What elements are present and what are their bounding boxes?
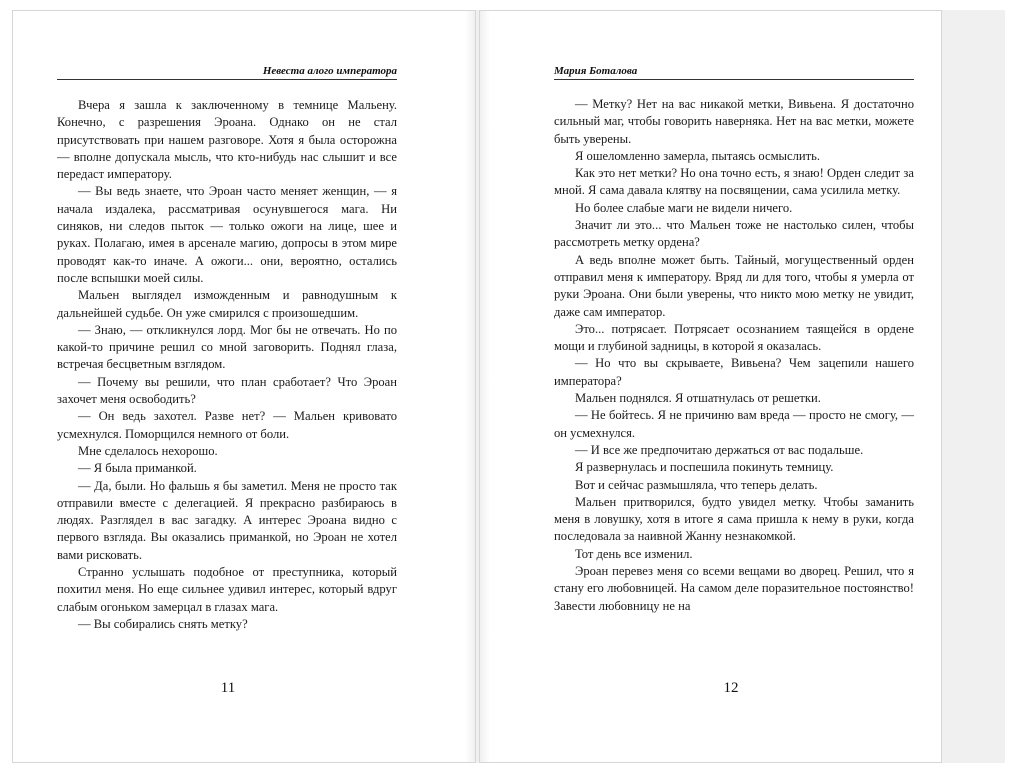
paragraph: Вот и сейчас размышляла, что теперь делать. [575,477,818,492]
paragraph: Это... потрясает. Потрясает осознанием таящейся в ордене мощи и глубиной задницы, в которой я оказалась. [554,321,914,354]
paragraph: Значит ли это... что Мальен тоже не настолько силен, чтобы рассмотреть метку ордена? [554,218,914,250]
page-text [57,97,397,633]
paragraph: Вчера я зашла к заключенному в темнице Мальену. Конечно, с разрешения Эроана. Однако он не стал присутствовать при нашем разговоре. Хотя я была осторожна — вполне допускала мысль, что кто-нибудь нас слышит и все передаст императору. [57,98,397,182]
header-rule [554,79,914,80]
paragraph: — Я была приманкой. [78,461,197,476]
gutter-shadow [465,11,475,762]
paragraph: Но более слабые маги не видели ничего. [575,200,793,215]
paragraph: — Метку? Нет на вас никакой метки, Вивьена. Я достаточно сильный маг, чтобы говорить наверняка. Нет на вас метки, можете быть уверены. [554,97,914,146]
running-head: Невеста алого императора [262,65,397,77]
running-head: Мария Боталова [554,65,638,77]
paragraph: — Не бойтесь. Я не причиню вам вреда — просто не смогу, — он усмехнулся. [554,408,914,440]
header-rule [57,79,397,80]
book-spread [12,10,1005,763]
gutter-shadow [480,11,490,762]
paragraph: Я развернулась и поспешила покинуть темницу. [575,460,834,475]
paragraph: Тот день все изменил. [575,546,693,561]
right-page [479,10,942,763]
paragraph: — Знаю, — откликнулся лорд. Мог бы не отвечать. Но по какой-то причине решил со мной заговорить. Поднял глаза, встречая бесцветным взглядом. [57,322,397,372]
paragraph: — Он ведь захотел. Разве нет? — Мальен кривовато усмехнулся. Поморщился немного от боли. [57,409,397,441]
page-number: 12 [723,680,739,696]
paragraph: Я ошеломленно замерла, пытаясь осмыслить. [575,148,821,163]
paragraph: Мальен притворился, будто увидел метку. Чтобы заманить меня в ловушку, хотя в итоге я сама пришла к нему в руки, когда последовала за наивной Жанну незнакомкой. [554,494,914,544]
paragraph: — Да, были. Но фальшь я бы заметил. Меня не просто так отправили вместе с делегацией. Я прекрасно разбираюсь в людях. Разглядел в вас загадку. А интерес Эроана видно с первого взгляда. Вы оказались приманкой, но Эроан не хотел вами рисковать. [57,478,397,562]
page-text [554,96,914,615]
paragraph: Как это нет метки? Но она точно есть, я знаю! Орден следит за мной. Я сама давала клятву на посвящении, сама усилила метку. [554,166,914,198]
paragraph: — Вы ведь знаете, что Эроан часто меняет женщин, — я начала издалека, рассматривая осунувшегося мага. Ни синяков, ни следов пыток — только ожоги на лице, шее и руках. Полагаю, имея в арсенале магию, допросы в этом мире проводят как-то иначе. А ожоги... они, вероятно, остались после вспышки моей силы. [57,184,397,285]
paragraph: Мне сделалось нехорошо. [78,443,218,458]
paragraph: А ведь вполне может быть. Тайный, могущественный орден отправил меня к императору. Вряд ли для того, чтобы я умерла от руки Эроана. Они были уверены, что никто мою метку не увидит, даже сам император. [554,252,914,319]
paragraph: Странно услышать подобное от преступника, который похитил меня. Но еще сильнее удивил интерес, который вдруг слабым огоньком замерцал в глазах мага. [57,565,397,614]
paragraph: Мальен выглядел изможденным и равнодушным к дальнейшей судьбе. Он уже смирился с произошедшим. [57,288,397,320]
paragraph: — Но что вы скрываете, Вивьена? Чем зацепили нашего императора? [554,356,914,388]
left-page [12,10,476,763]
paragraph: — Почему вы решили, что план сработает? Что Эроан захочет меня освободить? [57,374,397,407]
paragraph: Мальен поднялся. Я отшатнулась от решетки. [575,391,821,406]
paragraph: — И все же предпочитаю держаться от вас подальше. [575,442,864,457]
page-number: 11 [220,680,236,696]
paragraph: Эроан перевез меня со всеми вещами во дворец. Решил, что я стану его любовницей. На самом деле поразительное постоянство! Завести любовницу не на [554,564,914,613]
paragraph: — Вы собирались снять метку? [78,616,248,631]
